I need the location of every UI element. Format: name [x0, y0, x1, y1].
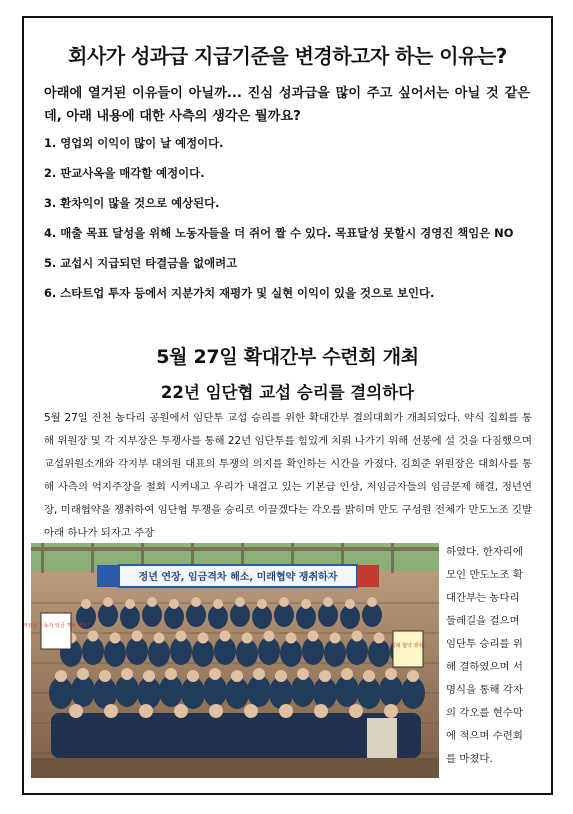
- article-body-continued: 하였다. 한자리에 모인 만도노조 확대간부는 농다리 둘레길을 걸으며 임단투 승리를 위해 결하였으며 서명식을 통해 각자의 각오를 현수막에 적으며 수련회를 마쳤다.: [446, 546, 523, 765]
- article-subheadline: 22년 임단협 교섭 승리를 결의하다: [160, 383, 415, 402]
- page-title: 회사가 성과급 지급기준을 변경하고자 하는 이유는?: [68, 44, 507, 68]
- intro-paragraph: 아래에 열거된 이유들이 아닐까... 진심 성과급을 많이 주고 싶어서는 아닐 것 같은데, 아래 내용에 대한 사측의 생각은 뭘까요?: [44, 86, 530, 124]
- article-headline: 5월 27일 확대간부 수련회 개최: [156, 346, 419, 368]
- list-item: 6. 스타트업 투자 등에서 지분가치 재평가 및 실현 이익이 있을 것으로 보인다.: [44, 286, 435, 300]
- reason-list: [44, 132, 530, 312]
- group-photo: [22, 543, 439, 778]
- newsletter-page: [22, 16, 553, 795]
- article-body: 5월 27일 진천 농다리 공원에서 임단투 교섭 승리를 위한 확대간부 결의대회가 개최되었다. 약식 집회를 통해 위원장 및 각 지부장은 투쟁사를 통해 22년 임단투를 힘있게 치뤄 나가기 위해 선봉에 설 것을 다짐했으며 교섭위원소개와 각지부 대의원 대표의 투쟁의 의지를 확인하는 시간을 가졌다. 김희준 위원장은 대회사를 통해 사측의 억지주장을 철회 시켜내고 우리가 내걸고 있는 기본급 인상, 저임금자들의 임금문제 해결, 정년연장, 미래협약을 쟁취하여 임단협 투쟁을 승리로 이끌겠다는 각오를 밝히며 만도 구성원 전체가 만도노조 깃발아래 하나가 되자고 주장: [44, 412, 532, 539]
- photo-sign-right: [390, 631, 426, 667]
- list-item: 2. 판교사옥을 매각할 예정이다.: [44, 166, 205, 180]
- photo-sign-left: [41, 613, 71, 649]
- list-item: 1. 영업외 이익이 많이 날 예정이다.: [44, 136, 224, 150]
- photo-banner-text: 정년 연장, 임금격차 해소, 미래협약 쟁취하자: [138, 572, 338, 583]
- group-photo-illustration: [22, 543, 439, 778]
- list-item: 5. 교섭시 지급되던 타결금을 없애려고: [44, 256, 238, 270]
- photo-sign-right-text: 미래 협약 쟁취!: [390, 643, 426, 649]
- list-item: 3. 환차익이 많을 것으로 예상된다.: [44, 196, 220, 210]
- photo-sign-left-text: 저임금 노동자 임금 격차 해소!: [22, 623, 90, 629]
- list-item: 4. 매출 목표 달성을 위해 노동자들을 더 쥐어 짤 수 있다. 목표달성 못할시 경영진 책임은 NO: [44, 226, 514, 240]
